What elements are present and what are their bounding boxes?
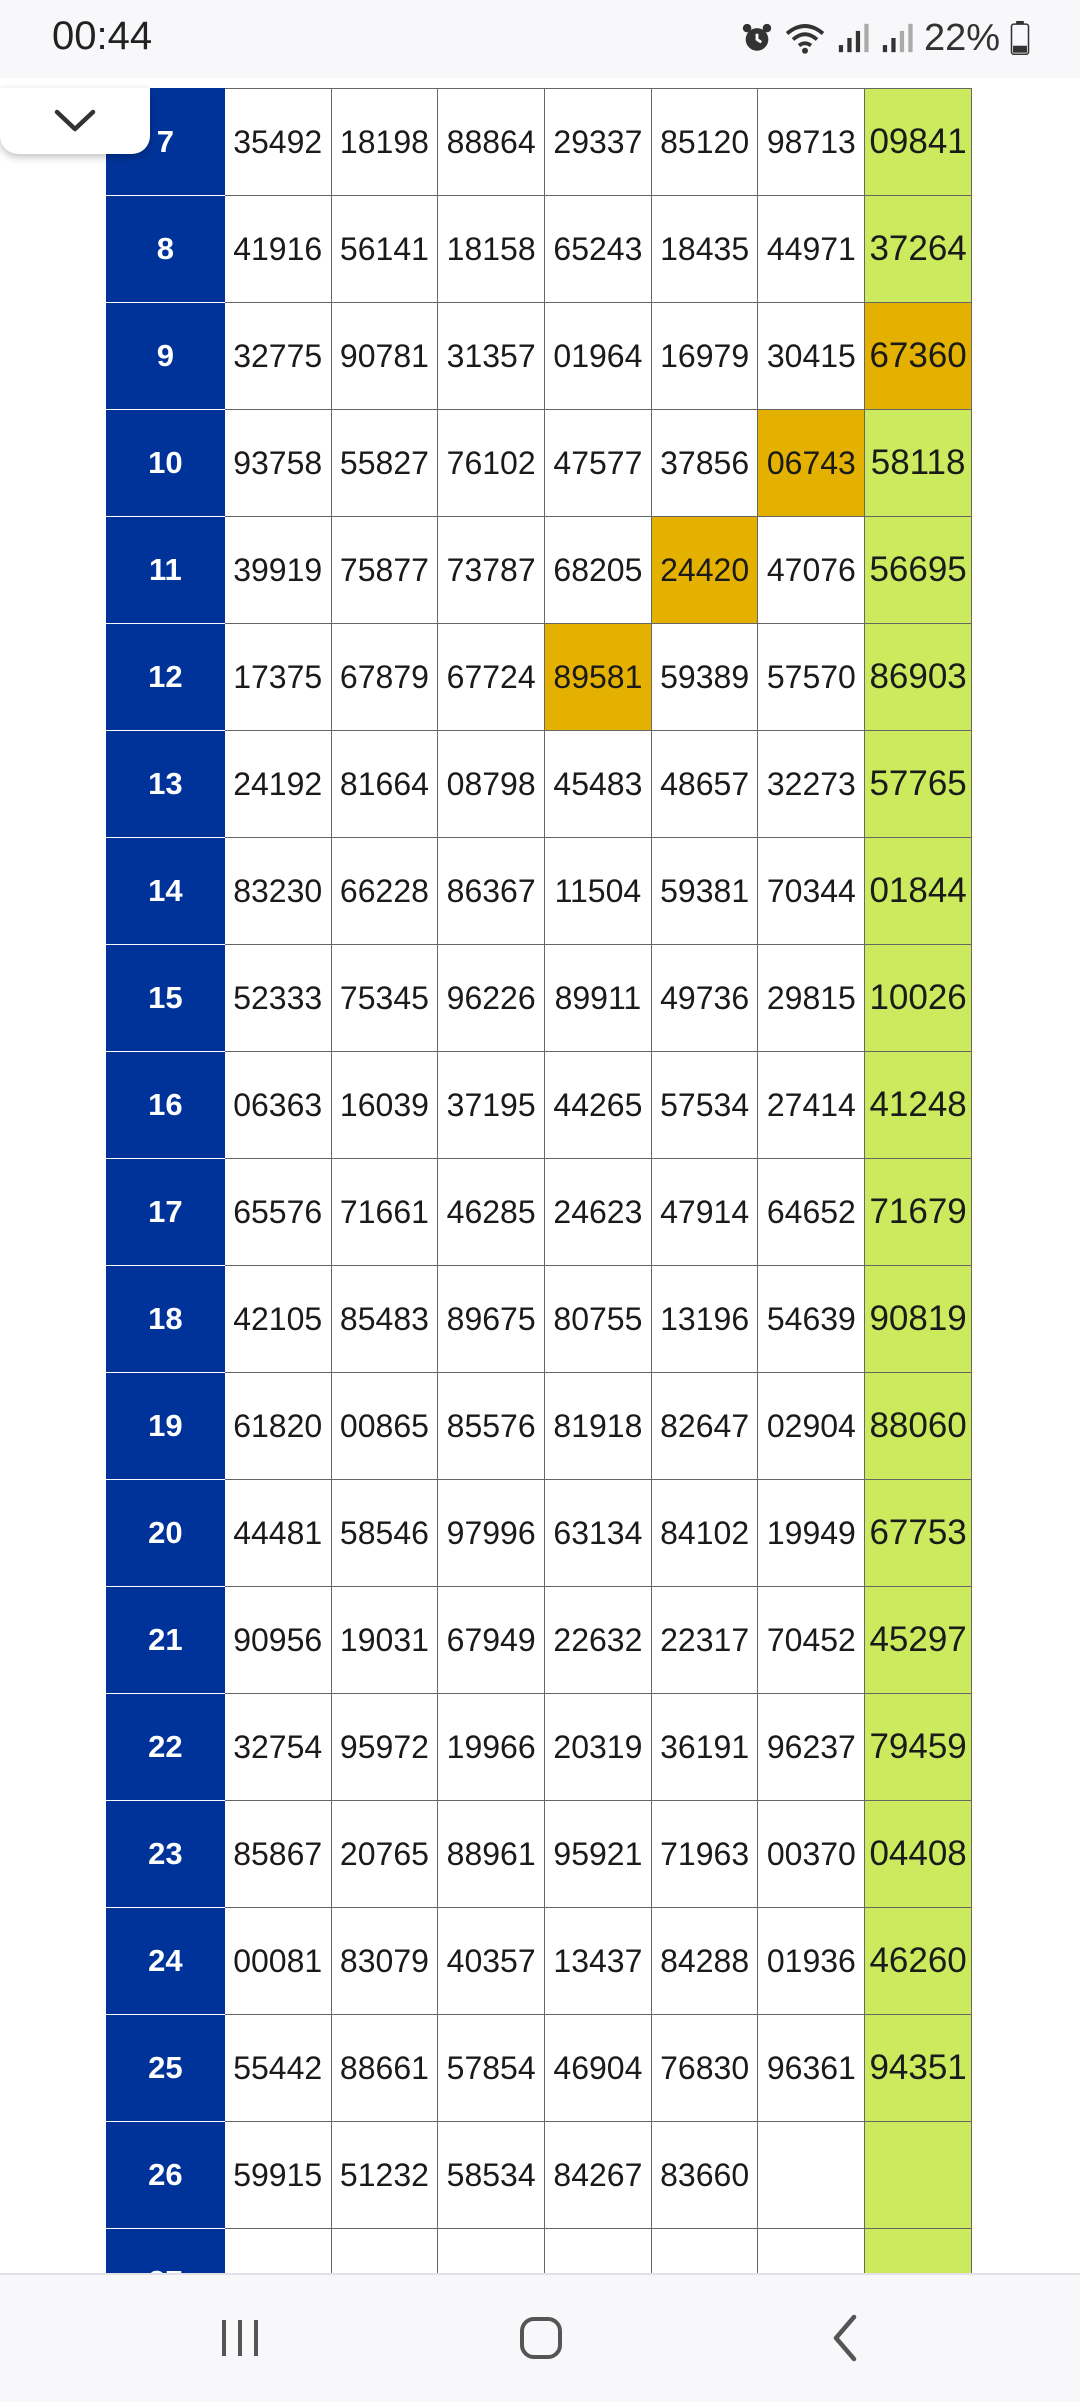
result-cell: 35492 — [224, 89, 331, 196]
result-cell: 01936 — [758, 1908, 865, 2015]
result-cell: 29337 — [545, 89, 652, 196]
result-cell: 22632 — [545, 1587, 652, 1694]
result-cell: 19031 — [331, 1587, 438, 1694]
result-cell: 93758 — [224, 410, 331, 517]
row-number: 15 — [107, 945, 225, 1052]
row-number: 7 — [107, 89, 225, 196]
result-cell: 18158 — [438, 196, 545, 303]
result-cell: 76830 — [651, 2015, 758, 2122]
result-cell: 95972 — [331, 1694, 438, 1801]
result-cell: 67724 — [438, 624, 545, 731]
result-cell: 44971 — [758, 196, 865, 303]
row-number: 14 — [107, 838, 225, 945]
table-row — [107, 1159, 972, 1266]
result-cell: 57534 — [651, 1052, 758, 1159]
result-cell: 30415 — [758, 303, 865, 410]
result-cell: 88961 — [438, 1801, 545, 1908]
result-cell-last-column: 56695 — [865, 517, 972, 624]
result-cell-last-column: 71679 — [865, 1159, 972, 1266]
battery-percent: 22% — [923, 16, 1000, 59]
row-number: 11 — [107, 517, 225, 624]
row-number: 23 — [107, 1801, 225, 1908]
navigation-bar — [0, 2273, 1080, 2402]
row-number: 17 — [107, 1159, 225, 1266]
result-cell: 88661 — [331, 2015, 438, 2122]
result-cell-last-column: 94351 — [865, 2015, 972, 2122]
table-row — [107, 517, 972, 624]
result-cell-last-column: 79459 — [865, 1694, 972, 1801]
table-row — [107, 1587, 972, 1694]
table-row — [107, 1052, 972, 1159]
result-cell: 82647 — [651, 1373, 758, 1480]
result-cell: 08798 — [438, 731, 545, 838]
result-cell: 20319 — [545, 1694, 652, 1801]
result-cell: 42105 — [224, 1266, 331, 1373]
result-cell: 27414 — [758, 1052, 865, 1159]
result-cell: 80755 — [545, 1266, 652, 1373]
table-row — [107, 303, 972, 410]
result-cell: 67879 — [331, 624, 438, 731]
table-row — [107, 196, 972, 303]
result-cell: 55442 — [224, 2015, 331, 2122]
result-cell: 16039 — [331, 1052, 438, 1159]
result-cell: 32273 — [758, 731, 865, 838]
result-cell-last-column: 10026 — [865, 945, 972, 1052]
result-cell: 00081 — [224, 1908, 331, 2015]
result-cell: 13196 — [651, 1266, 758, 1373]
result-cell — [758, 2122, 865, 2229]
result-cell: 98713 — [758, 89, 865, 196]
signal-icon-2 — [880, 21, 914, 55]
table-row — [107, 731, 972, 838]
result-cell: 57854 — [438, 2015, 545, 2122]
row-number: 9 — [107, 303, 225, 410]
result-cell: 75345 — [331, 945, 438, 1052]
result-cell: 57570 — [758, 624, 865, 731]
result-cell: 65576 — [224, 1159, 331, 1266]
table-row — [107, 838, 972, 945]
result-cell: 17375 — [224, 624, 331, 731]
result-cell: 89911 — [545, 945, 652, 1052]
result-cell-last-column: 57765 — [865, 731, 972, 838]
result-cell: 32754 — [224, 1694, 331, 1801]
table-row — [107, 1373, 972, 1480]
result-cell: 84102 — [651, 1480, 758, 1587]
row-number: 21 — [107, 1587, 225, 1694]
result-cell: 00370 — [758, 1801, 865, 1908]
result-cell: 02904 — [758, 1373, 865, 1480]
result-cell: 39919 — [224, 517, 331, 624]
table-row — [107, 945, 972, 1052]
result-cell: 70452 — [758, 1587, 865, 1694]
result-cell: 41916 — [224, 196, 331, 303]
result-cell: 52333 — [224, 945, 331, 1052]
result-cell: 97996 — [438, 1480, 545, 1587]
row-number: 24 — [107, 1908, 225, 2015]
result-cell: 85120 — [651, 89, 758, 196]
alarm-icon — [740, 21, 774, 55]
recent-apps-icon — [218, 2318, 262, 2358]
result-cell: 71963 — [651, 1801, 758, 1908]
table-row — [107, 624, 972, 731]
row-number: 22 — [107, 1694, 225, 1801]
result-cell: 85867 — [224, 1801, 331, 1908]
result-cell: 96361 — [758, 2015, 865, 2122]
result-cell-last-column: 67753 — [865, 1480, 972, 1587]
result-cell: 19949 — [758, 1480, 865, 1587]
result-cell: 24192 — [224, 731, 331, 838]
result-cell-last-column: 67360 — [865, 303, 972, 410]
result-cell-last-column: 58118 — [865, 410, 972, 517]
result-cell: 48657 — [651, 731, 758, 838]
result-cell-last-column — [865, 2122, 972, 2229]
result-cell: 81664 — [331, 731, 438, 838]
result-cell: 96237 — [758, 1694, 865, 1801]
back-icon — [828, 2313, 862, 2363]
status-time: 00:44 — [52, 14, 153, 58]
result-cell: 95921 — [545, 1801, 652, 1908]
table-row — [107, 1801, 972, 1908]
result-cell: 51232 — [331, 2122, 438, 2229]
result-cell: 89675 — [438, 1266, 545, 1373]
back-button[interactable] — [800, 2303, 890, 2373]
results-table-container[interactable] — [106, 88, 972, 2273]
row-number: 13 — [107, 731, 225, 838]
result-cell: 70344 — [758, 838, 865, 945]
chevron-down-icon — [53, 107, 97, 135]
result-cell: 18198 — [331, 89, 438, 196]
result-cell: 68205 — [545, 517, 652, 624]
result-cell-last-column: 46260 — [865, 1908, 972, 2015]
result-cell-last-column: 88060 — [865, 1373, 972, 1480]
result-cell: 81918 — [545, 1373, 652, 1480]
result-cell: 59915 — [224, 2122, 331, 2229]
result-cell: 65243 — [545, 196, 652, 303]
row-number: 8 — [107, 196, 225, 303]
result-cell: 44481 — [224, 1480, 331, 1587]
battery-icon — [1010, 21, 1030, 55]
result-cell: 63134 — [545, 1480, 652, 1587]
result-cell-last-column: 09841 — [865, 89, 972, 196]
result-cell-last-column: 90819 — [865, 1266, 972, 1373]
result-cell: 47076 — [758, 517, 865, 624]
table-row — [107, 410, 972, 517]
result-cell: 66228 — [331, 838, 438, 945]
result-cell: 47914 — [651, 1159, 758, 1266]
status-bar — [0, 0, 1080, 78]
result-cell: 73787 — [438, 517, 545, 624]
result-cell: 84267 — [545, 2122, 652, 2229]
result-cell: 16979 — [651, 303, 758, 410]
row-number: 18 — [107, 1266, 225, 1373]
result-cell: 24623 — [545, 1159, 652, 1266]
result-cell: 88864 — [438, 89, 545, 196]
table-row — [107, 1266, 972, 1373]
result-cell: 59381 — [651, 838, 758, 945]
result-cell: 32775 — [224, 303, 331, 410]
table-row — [107, 89, 972, 196]
result-cell: 55827 — [331, 410, 438, 517]
result-cell: 67949 — [438, 1587, 545, 1694]
results-table — [106, 88, 972, 2336]
result-cell: 36191 — [651, 1694, 758, 1801]
result-cell: 40357 — [438, 1908, 545, 2015]
home-button[interactable] — [496, 2303, 586, 2373]
status-icons — [740, 12, 1030, 64]
result-cell: 47577 — [545, 410, 652, 517]
result-cell: 31357 — [438, 303, 545, 410]
signal-icon — [836, 21, 870, 55]
result-cell: 01964 — [545, 303, 652, 410]
result-cell-last-column: 45297 — [865, 1587, 972, 1694]
result-cell: 45483 — [545, 731, 652, 838]
table-row — [107, 1480, 972, 1587]
result-cell: 89581 — [545, 624, 652, 731]
row-number: 20 — [107, 1480, 225, 1587]
result-cell: 13437 — [545, 1908, 652, 2015]
home-icon — [518, 2315, 564, 2361]
result-cell: 49736 — [651, 945, 758, 1052]
row-number: 19 — [107, 1373, 225, 1480]
row-number: 12 — [107, 624, 225, 731]
collapse-button[interactable] — [0, 88, 150, 154]
result-cell: 22317 — [651, 1587, 758, 1694]
row-number: 10 — [107, 410, 225, 517]
table-row — [107, 2122, 972, 2229]
result-cell: 37856 — [651, 410, 758, 517]
result-cell: 20765 — [331, 1801, 438, 1908]
result-cell: 00865 — [331, 1373, 438, 1480]
result-cell: 83230 — [224, 838, 331, 945]
table-row — [107, 1908, 972, 2015]
result-cell: 58546 — [331, 1480, 438, 1587]
row-number: 16 — [107, 1052, 225, 1159]
result-cell-last-column: 86903 — [865, 624, 972, 731]
result-cell: 59389 — [651, 624, 758, 731]
result-cell: 90956 — [224, 1587, 331, 1694]
result-cell: 85483 — [331, 1266, 438, 1373]
result-cell: 56141 — [331, 196, 438, 303]
result-cell: 96226 — [438, 945, 545, 1052]
result-cell: 29815 — [758, 945, 865, 1052]
result-cell: 71661 — [331, 1159, 438, 1266]
result-cell-last-column: 01844 — [865, 838, 972, 945]
table-row — [107, 1694, 972, 1801]
result-cell: 75877 — [331, 517, 438, 624]
result-cell-last-column: 04408 — [865, 1801, 972, 1908]
result-cell: 76102 — [438, 410, 545, 517]
row-number: 25 — [107, 2015, 225, 2122]
result-cell: 58534 — [438, 2122, 545, 2229]
result-cell: 86367 — [438, 838, 545, 945]
result-cell: 06743 — [758, 410, 865, 517]
result-cell: 61820 — [224, 1373, 331, 1480]
wifi-icon — [784, 20, 826, 56]
result-cell: 84288 — [651, 1908, 758, 2015]
result-cell: 46285 — [438, 1159, 545, 1266]
result-cell: 83079 — [331, 1908, 438, 2015]
result-cell: 37195 — [438, 1052, 545, 1159]
result-cell: 85576 — [438, 1373, 545, 1480]
result-cell: 18435 — [651, 196, 758, 303]
result-cell: 11504 — [545, 838, 652, 945]
result-cell: 54639 — [758, 1266, 865, 1373]
row-number: 26 — [107, 2122, 225, 2229]
result-cell-last-column: 41248 — [865, 1052, 972, 1159]
recent-apps-button[interactable] — [195, 2303, 285, 2373]
result-cell-last-column: 37264 — [865, 196, 972, 303]
result-cell: 90781 — [331, 303, 438, 410]
result-cell: 83660 — [651, 2122, 758, 2229]
table-row — [107, 2015, 972, 2122]
result-cell: 24420 — [651, 517, 758, 624]
result-cell: 19966 — [438, 1694, 545, 1801]
result-cell: 44265 — [545, 1052, 652, 1159]
result-cell: 46904 — [545, 2015, 652, 2122]
result-cell: 06363 — [224, 1052, 331, 1159]
result-cell: 64652 — [758, 1159, 865, 1266]
